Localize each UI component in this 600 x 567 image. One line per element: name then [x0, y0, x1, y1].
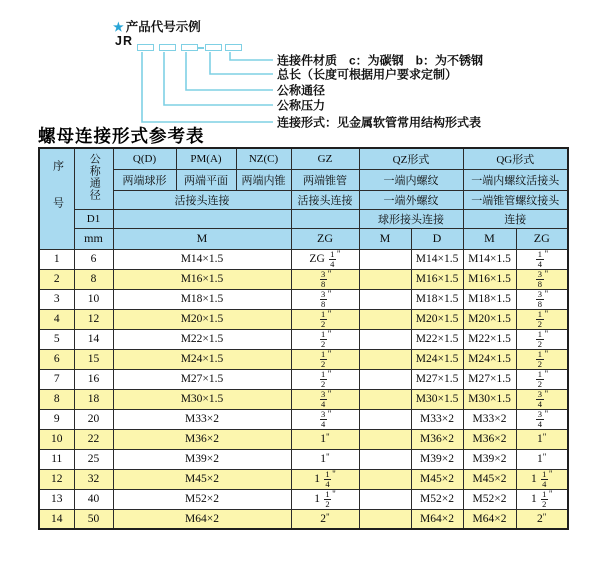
- cell-qz-m: [359, 349, 411, 369]
- cell-qz-d: M24×1.5: [411, 349, 463, 369]
- cell-seq: 14: [39, 509, 74, 529]
- gz-union-joint-header: 活接头连接: [291, 190, 359, 209]
- cell-gz: ZG $\frac{1}{4}$ ": [291, 249, 359, 269]
- cell-qg-zg: 2": [516, 509, 568, 529]
- qg-m-header: M: [463, 228, 516, 249]
- table-row: [39, 449, 568, 469]
- qz-d-header: D: [411, 228, 463, 249]
- cell-qz-d: M27×1.5: [411, 369, 463, 389]
- cell-qg-m: M20×1.5: [463, 309, 516, 329]
- cell-mm: 40: [74, 489, 113, 509]
- cell-seq: 9: [39, 409, 74, 429]
- col-header-gz: GZ: [291, 148, 359, 169]
- cell-qz-d: M39×2: [411, 449, 463, 469]
- cell-seq: 2: [39, 269, 74, 289]
- cell-qg-m: M64×2: [463, 509, 516, 529]
- cell-qz-m: [359, 449, 411, 469]
- cell-m: M27×1.5: [113, 369, 291, 389]
- cell-mm: 32: [74, 469, 113, 489]
- cell-seq: 4: [39, 309, 74, 329]
- cell-seq: 3: [39, 289, 74, 309]
- qg-zg-header: ZG: [516, 228, 568, 249]
- cell-qz-m: [359, 329, 411, 349]
- cell-qg-zg: $\frac{1}{2}$ ": [516, 309, 568, 329]
- cell-mm: 12: [74, 309, 113, 329]
- blank-cell: [113, 209, 291, 228]
- cell-seq: 6: [39, 349, 74, 369]
- col-desc-qg-3: 连接: [463, 209, 568, 228]
- cell-qg-m: M16×1.5: [463, 269, 516, 289]
- cell-qz-m: [359, 409, 411, 429]
- cell-qg-zg: 1 $\frac{1}{2}$ ": [516, 489, 568, 509]
- col-header-qg: QG形式: [463, 148, 568, 169]
- cell-qz-m: [359, 309, 411, 329]
- cell-qg-zg: $\frac{3}{4}$ ": [516, 389, 568, 409]
- cell-m: M52×2: [113, 489, 291, 509]
- diagram-title-text: 产品代号示例: [125, 20, 201, 34]
- cell-seq: 7: [39, 369, 74, 389]
- col-desc-qg-2: 一端锥管螺纹接头: [463, 190, 568, 209]
- cell-qg-m: M22×1.5: [463, 329, 516, 349]
- cell-seq: 8: [39, 389, 74, 409]
- cell-qz-d: M14×1.5: [411, 249, 463, 269]
- col-header-nz: NZ(C): [236, 148, 291, 169]
- cell-qg-m: M33×2: [463, 409, 516, 429]
- cell-gz: 1 $\frac{1}{4}$ ": [291, 469, 359, 489]
- table-row: [39, 269, 568, 289]
- table-row: [39, 309, 568, 329]
- cell-qz-d: M22×1.5: [411, 329, 463, 349]
- table-row: [39, 509, 568, 529]
- col-header-q: Q(D): [113, 148, 176, 169]
- union-joint-header: 活接头连接: [113, 190, 291, 209]
- cell-gz: $\frac{3}{4}$ ": [291, 389, 359, 409]
- code-label-nominal-pressure: 公称压力: [277, 98, 326, 113]
- table-row: [39, 409, 568, 429]
- code-label-nominal-diameter: 公称通径: [277, 83, 326, 98]
- cell-mm: 16: [74, 369, 113, 389]
- col-desc-qg-1: 一端内螺纹活接头: [463, 169, 568, 190]
- cell-m: M22×1.5: [113, 329, 291, 349]
- table-body: [39, 249, 568, 529]
- table-row: [39, 469, 568, 489]
- cell-m: M39×2: [113, 449, 291, 469]
- cell-gz: 1": [291, 429, 359, 449]
- table-row: [39, 389, 568, 409]
- cell-gz: $\frac{1}{2}$ ": [291, 369, 359, 389]
- col-header-seq: 序号: [39, 148, 74, 249]
- col-header-pm: PM(A): [176, 148, 236, 169]
- cell-m: M20×1.5: [113, 309, 291, 329]
- cell-seq: 1: [39, 249, 74, 269]
- code-label-total-length: 总长（长度可根据用户要求定制）: [277, 67, 458, 82]
- cell-qg-m: M36×2: [463, 429, 516, 449]
- m-header: M: [113, 228, 291, 249]
- col-desc-nz: 两端内锥: [236, 169, 291, 190]
- cell-qz-m: [359, 469, 411, 489]
- cell-qg-m: M30×1.5: [463, 389, 516, 409]
- cell-qg-m: M39×2: [463, 449, 516, 469]
- table-row: [39, 429, 568, 449]
- cell-qz-d: M52×2: [411, 489, 463, 509]
- cell-mm: 25: [74, 449, 113, 469]
- cell-qz-d: M64×2: [411, 509, 463, 529]
- cell-qg-m: M27×1.5: [463, 369, 516, 389]
- cell-qg-zg: 1": [516, 449, 568, 469]
- cell-gz: $\frac{1}{2}$ ": [291, 329, 359, 349]
- star-icon: ★: [113, 20, 124, 34]
- qz-m-header: M: [359, 228, 411, 249]
- cell-mm: 15: [74, 349, 113, 369]
- code-prefix: JR: [115, 34, 133, 48]
- cell-qz-m: [359, 489, 411, 509]
- cell-gz: 1": [291, 449, 359, 469]
- cell-m: M14×1.5: [113, 249, 291, 269]
- cell-qg-m: M45×2: [463, 469, 516, 489]
- cell-qg-zg: $\frac{1}{2}$ ": [516, 369, 568, 389]
- code-label-connection-form: 连接形式：见金属软管常用结构形式表: [277, 115, 482, 130]
- cell-qg-m: M18×1.5: [463, 289, 516, 309]
- cell-m: M64×2: [113, 509, 291, 529]
- cell-qg-m: M52×2: [463, 489, 516, 509]
- table-row: [39, 329, 568, 349]
- cell-gz: $\frac{3}{8}$ ": [291, 269, 359, 289]
- cell-qz-d: M20×1.5: [411, 309, 463, 329]
- cell-qg-m: M14×1.5: [463, 249, 516, 269]
- cell-seq: 13: [39, 489, 74, 509]
- cell-qz-d: M30×1.5: [411, 389, 463, 409]
- nut-connection-table: [38, 147, 569, 530]
- cell-mm: 14: [74, 329, 113, 349]
- col-header-nominal-diameter: 公称通径: [74, 148, 113, 209]
- col-desc-q: 两端球形: [113, 169, 176, 190]
- cell-mm: 8: [74, 269, 113, 289]
- col-desc-pm: 两端平面: [176, 169, 236, 190]
- cell-qz-m: [359, 369, 411, 389]
- cell-mm: 6: [74, 249, 113, 269]
- cell-qg-zg: $\frac{3}{8}$ ": [516, 269, 568, 289]
- d1-header: D1: [74, 209, 113, 228]
- cell-gz: $\frac{1}{2}$ ": [291, 349, 359, 369]
- cell-gz: 2": [291, 509, 359, 529]
- cell-qg-zg: $\frac{1}{2}$ ": [516, 349, 568, 369]
- mm-header: mm: [74, 228, 113, 249]
- cell-qz-m: [359, 269, 411, 289]
- cell-gz: $\frac{3}{8}$ ": [291, 289, 359, 309]
- cell-qz-m: [359, 429, 411, 449]
- cell-mm: 22: [74, 429, 113, 449]
- col-desc-qz-2: 一端外螺纹: [359, 190, 463, 209]
- gz-zg-header: ZG: [291, 228, 359, 249]
- table-title: 螺母连接形式参考表: [38, 126, 205, 146]
- cell-seq: 10: [39, 429, 74, 449]
- table-row: [39, 289, 568, 309]
- table-row: [39, 249, 568, 269]
- cell-qz-m: [359, 249, 411, 269]
- cell-qg-zg: $\frac{3}{8}$ ": [516, 289, 568, 309]
- cell-m: M45×2: [113, 469, 291, 489]
- cell-m: M33×2: [113, 409, 291, 429]
- cell-qz-d: M16×1.5: [411, 269, 463, 289]
- cell-qz-d: M33×2: [411, 409, 463, 429]
- cell-qz-m: [359, 389, 411, 409]
- cell-gz: $\frac{3}{4}$ ": [291, 409, 359, 429]
- table-row: [39, 369, 568, 389]
- cell-seq: 5: [39, 329, 74, 349]
- cell-qg-zg: 1": [516, 429, 568, 449]
- cell-mm: 20: [74, 409, 113, 429]
- code-label-material: 连接件材质 c：为碳钢 b：为不锈钢: [277, 53, 484, 68]
- col-desc-gz: 两端锥管: [291, 169, 359, 190]
- cell-qz-m: [359, 509, 411, 529]
- cell-mm: 50: [74, 509, 113, 529]
- table-row: [39, 349, 568, 369]
- cell-mm: 18: [74, 389, 113, 409]
- cell-qg-m: M24×1.5: [463, 349, 516, 369]
- col-desc-qz-3: 球形接头连接: [359, 209, 463, 228]
- cell-qz-d: M45×2: [411, 469, 463, 489]
- cell-qg-zg: $\frac{3}{4}$ ": [516, 409, 568, 429]
- cell-qg-zg: $\frac{1}{2}$ ": [516, 329, 568, 349]
- cell-seq: 12: [39, 469, 74, 489]
- cell-qz-d: M36×2: [411, 429, 463, 449]
- cell-m: M36×2: [113, 429, 291, 449]
- cell-m: M24×1.5: [113, 349, 291, 369]
- cell-seq: 11: [39, 449, 74, 469]
- cell-m: M18×1.5: [113, 289, 291, 309]
- col-desc-qz-1: 一端内螺纹: [359, 169, 463, 190]
- cell-gz: 1 $\frac{1}{2}$ ": [291, 489, 359, 509]
- table-row: [39, 489, 568, 509]
- cell-qg-zg: 1 $\frac{1}{4}$ ": [516, 469, 568, 489]
- cell-qz-d: M18×1.5: [411, 289, 463, 309]
- cell-m: M16×1.5: [113, 269, 291, 289]
- cell-qz-m: [359, 289, 411, 309]
- cell-mm: 10: [74, 289, 113, 309]
- table-header: [39, 148, 568, 249]
- col-header-qz: QZ形式: [359, 148, 463, 169]
- cell-qg-zg: $\frac{1}{4}$ ": [516, 249, 568, 269]
- cell-m: M30×1.5: [113, 389, 291, 409]
- blank-cell: [291, 209, 359, 228]
- cell-gz: $\frac{1}{2}$ ": [291, 309, 359, 329]
